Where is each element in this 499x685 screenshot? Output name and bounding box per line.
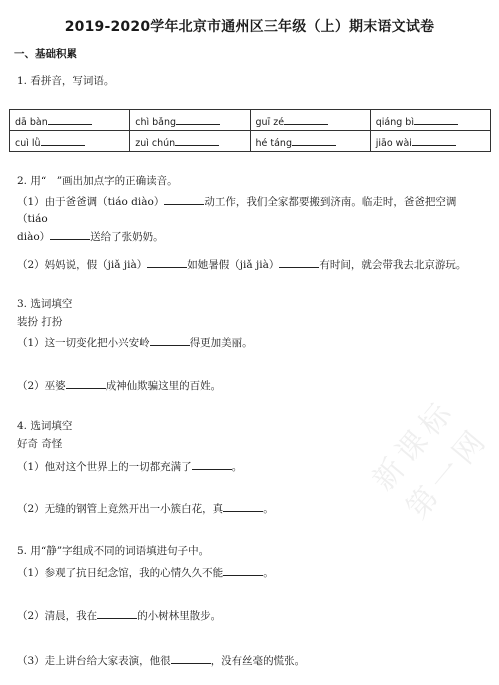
watermark: 新课标第一网 [366,392,497,526]
pinyin-table [9,109,491,152]
answer-blank[interactable] [171,652,211,664]
answer-blank[interactable] [97,607,137,619]
answer-blank[interactable] [164,193,204,205]
pinyin-cell[interactable]: dā bàn [10,110,130,131]
question-4-prompt: 4. 选词填空 [17,420,73,432]
answer-blank[interactable] [66,377,106,389]
table-row [10,131,491,152]
table-row [10,110,491,131]
pinyin-cell[interactable]: qiáng bì [370,110,490,131]
answer-blank[interactable] [150,334,190,346]
answer-blank[interactable] [50,228,90,240]
pinyin-cell[interactable]: hé táng [250,131,370,152]
question-2-prompt: 2. 用“ ”画出加点字的正确读音。 [17,175,178,187]
pinyin-cell[interactable]: zuì chún [130,131,250,152]
question-4-sentence-2: （2）无缝的钢管上竟然开出一小簇白花，真 。 [17,500,274,516]
question-5-sentence-1: （1）参观了抗日纪念馆，我的心情久久不能 。 [17,564,274,580]
question-4-word-choices: 好奇 奇怪 [17,438,63,450]
question-5-prompt: 5. 用“静”字组成不同的词语填进句子中。 [17,545,210,557]
answer-blank[interactable] [223,564,263,576]
question-3-prompt: 3. 选词填空 [17,298,73,310]
pinyin-cell[interactable]: chì bǎng [130,110,250,131]
question-5-sentence-3: （3）走上讲台给大家表演，他很 ，没有丝毫的慌张。 [17,652,305,668]
section-heading: 一、基础积累 [14,48,77,60]
question-4-sentence-1: （1）他对这个世界上的一切都充满了 。 [17,458,242,474]
question-5-sentence-2: （2）清晨，我在 的小树林里散步。 [17,607,221,623]
pinyin-cell[interactable]: cuì lǜ [10,131,130,152]
question-2-sentence-1: （1）由于爸爸调（tiáo diào） 动工作，我们全家都要搬到济南。临走时，爸爸把空调（tiáo diào） 送给了张奶奶。 [17,193,485,246]
pinyin-cell[interactable]: guī zé [250,110,370,131]
question-3-sentence-1: （1）这一切变化把小兴安岭 得更加美丽。 [17,334,253,350]
question-2-sentence-2: （2）妈妈说，假（jiǎ jià） 如她暑假（jiǎ jià） 有时间，就会带我去北京游玩。 [17,256,466,272]
question-3-word-choices: 装扮 打扮 [17,316,63,328]
answer-blank[interactable] [192,458,232,470]
question-3-sentence-2: （2）巫婆 成神仙欺骗这里的百姓。 [17,377,221,393]
answer-blank[interactable] [279,256,319,268]
answer-blank[interactable] [223,500,263,512]
question-1-prompt: 1. 看拼音，写词语。 [17,75,115,87]
page-title: 2019-2020学年北京市通州区三年级（上）期末语文试卷 [64,19,435,35]
pinyin-cell[interactable]: jiāo wài [370,131,490,152]
answer-blank[interactable] [147,256,187,268]
